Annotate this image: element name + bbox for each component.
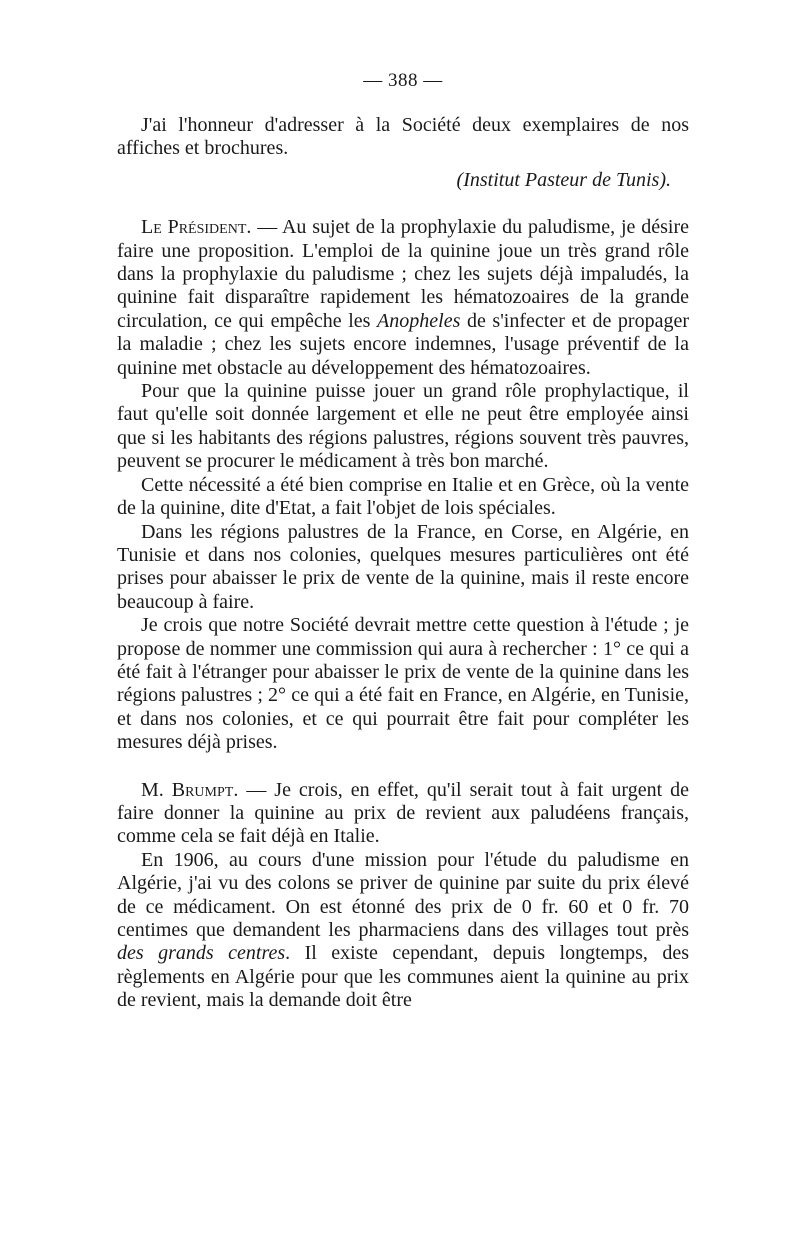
president-text-1a: — Au sujet de la prophylaxie du paludisme, je désire faire une proposition. L'emploi de la quinine joue un très grand rôle dans la prophylaxie du paludisme ; chez les sujets déjà impaludés, la quinine fait disparaître rapidement les hématozoaires de la grande circulation, ce qui empêche les: [117, 216, 689, 332]
president-text-1b: de s'infecter et de propager la maladie ; chez les sujets encore indemnes, l'usage préventif de la quinine met obstacle au développement des hématozoaires.: [117, 309, 690, 379]
letter-paragraph: J'ai l'honneur d'adresser à la Société deux exemplaires de nos affiches et brochures.: [117, 114, 689, 160]
president-paragraph-3: Cette nécessité a été bien comprise en Italie et en Grèce, où la vente de la quinine, dite d'Etat, a fait l'objet de lois spéciales.: [117, 473, 689, 520]
brumpt-paragraph-1: [117, 779, 689, 849]
president-paragraph-4: Dans les régions palustres de la France, en Corse, en Algérie, en Tunisie et dans nos colonies, quelques mesures particulières ont été prises pour abaisser le prix de vente de la quinine, mais il reste encore beaucoup à faire.: [117, 520, 689, 613]
brumpt-paragraph-2: [117, 849, 689, 1013]
page-number: — 388 —: [363, 70, 443, 91]
brumpt-text-2b: . Il existe cependant, depuis longtemps, des règlements en Algérie pour que les communes aient la quinine au prix de revient, mais la demande doit être: [117, 942, 689, 1012]
president-paragraph-2: Pour que la quinine puisse jouer un grand rôle prophylactique, il faut qu'elle soit donnée largement et elle ne peut être employée ainsi que si les habitants des régions palustres, régions souvent très pauvres, peuvent se procurer le médicament à très bon marché.: [117, 380, 689, 473]
italic-anopheles: Anopheles: [377, 309, 461, 332]
president-paragraph-1: [117, 216, 689, 380]
speaker-president: Le Président.: [141, 216, 252, 239]
brumpt-text-2a: En 1906, au cours d'une mission pour l'étude du paludisme en Algérie, j'ai vu des colons se priver de quinine par suite du prix élevé de ce médicament. On est étonné des prix de 0 fr. 60 et 0 fr. 70 centimes que demandent les pharmaciens dans des villages tout près: [117, 848, 689, 941]
president-paragraph-5: Je crois que notre Société devrait mettre cette question à l'étude ; je propose de nommer une commission qui aura à rechercher : 1° ce qui a été fait à l'étranger pour abaisser le prix de vente de la quinine dans les régions palustres ; 2° ce qui a été fait en France, en Algérie, en Tunisie, et dans nos colonies, et ce qui pourrait être fait pour compléter les mesures déjà prises.: [117, 614, 689, 754]
brumpt-text-1: — Je crois, en effet, qu'il serait tout à fait urgent de faire donner la quinine au prix de revient aux paludéens français, comme cela se fait déjà en Italie.: [117, 778, 690, 848]
document-page: [117, 70, 689, 1013]
speaker-brumpt: M. Brumpt.: [141, 778, 239, 801]
italic-grands-centres: des grands centres: [117, 942, 286, 965]
letter-signature: (Institut Pasteur de Tunis).: [456, 168, 671, 191]
